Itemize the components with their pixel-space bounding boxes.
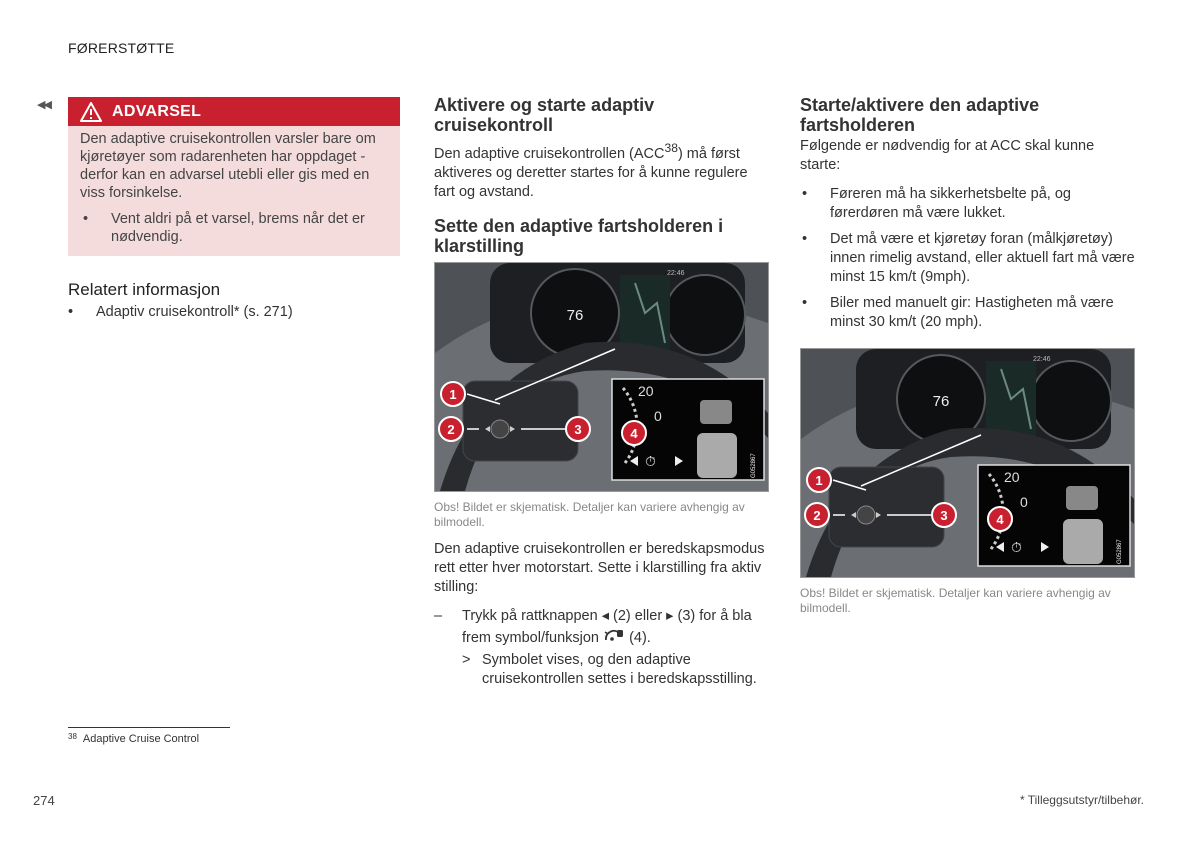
result-marker: >: [462, 651, 471, 668]
step-text: [462, 605, 769, 649]
bullet-icon: •: [83, 211, 89, 227]
speed-readout: 76: [932, 393, 950, 410]
column-3: [800, 95, 1135, 616]
footnote-divider: [68, 727, 230, 728]
warning-label: ADVARSEL: [112, 102, 202, 120]
acc-symbol-icon: ⏱: [645, 453, 656, 470]
intro-text: [434, 139, 769, 202]
bullet-icon: •: [802, 231, 808, 247]
result-item: [462, 651, 769, 689]
section-title: FØRERSTØTTE: [68, 40, 175, 56]
warning-text: Den adaptive cruisekontrollen varsler bare om kjøretøyer som radarenheten har oppdaget - derfor kan en advarsel utebli eller gis med en viss forsinkelse.: [80, 131, 376, 201]
requirement-text: Føreren må ha sikkerhetsbelte på, og førerdøren må være lukket.: [830, 186, 1071, 221]
speed-readout: 76: [566, 306, 584, 324]
step-text-b: (4).: [629, 629, 651, 646]
steering-wheel-illustration: [801, 349, 1134, 577]
footnote-ref[interactable]: 38: [664, 141, 678, 155]
result-text: Symbolet vises, og den adaptive cruisekontrollen settes i beredskapsstilling.: [482, 651, 757, 687]
callout-2-label: 2: [813, 508, 821, 523]
footnote-text: Adaptive Cruise Control: [82, 733, 200, 745]
callout-4-label: 4: [996, 512, 1004, 527]
callout-1-label: 1: [449, 386, 457, 402]
figure-caption: Obs! Bildet er skjematisk. Detaljer kan variere avhengig av bilmodell.: [800, 586, 1111, 615]
callout-1-label: 1: [815, 473, 823, 488]
subheading: Sette den adaptive fartsholderen i klarstilling: [434, 215, 724, 256]
requirement-item: [800, 185, 1135, 223]
figure-caption: Obs! Bildet er skjematisk. Detaljer kan variere avhengig av bilmodell.: [434, 499, 745, 529]
double-chevron-left-icon[interactable]: ◀◀: [37, 99, 50, 111]
warning-bullet: [80, 210, 390, 246]
callout-3-label: 3: [574, 421, 582, 437]
intro-text-a: Den adaptive cruisekontrollen (ACC: [434, 145, 665, 162]
display-value-mid: 0: [654, 407, 662, 424]
clock-readout: 22:46: [1033, 356, 1051, 363]
clock-readout: 22:46: [667, 269, 685, 277]
callout-4-label: 4: [630, 425, 638, 441]
page-number: 274: [33, 793, 55, 808]
requirement-text: Det må være et kjøretøy foran (målkjøretøy) innen rimelig avstand, eller aktuell fart må være minst 15 km/t (9mph).: [830, 231, 1135, 285]
warning-body: [68, 126, 400, 256]
requirement-text: Biler med manuelt gir: Hastigheten må være minst 30 km/t (20 mph).: [830, 295, 1114, 330]
step-item: [434, 605, 769, 649]
display-value-top: 20: [638, 382, 654, 399]
section-heading: Aktivere og starte adaptiv cruisekontroll: [434, 95, 655, 135]
column-2: [434, 95, 769, 689]
acc-symbol-icon: ⏱: [1011, 540, 1022, 556]
requirement-item: [800, 230, 1135, 287]
accessory-note: * Tilleggsutstyr/tilbehør.: [1019, 793, 1144, 807]
intro-text-b: ) må først aktiveres og deretter startes for å kunne regulere fart og avstand.: [434, 145, 748, 200]
steering-wheel-illustration: [435, 263, 768, 491]
warning-triangle-icon: [80, 102, 102, 122]
acc-standby-symbol-icon: [603, 628, 625, 644]
warning-bullet-text: Vent aldri på et varsel, brems når det er nødvendig.: [111, 211, 365, 245]
related-link[interactable]: Adaptiv cruisekontroll* (s. 271): [96, 304, 293, 320]
intro-text: Følgende er nødvendig for at ACC skal kunne starte:: [800, 138, 1095, 173]
requirement-item: [800, 294, 1135, 332]
body-text: Den adaptive cruisekontrollen er beredskapsmodus rett etter hver motorstart. Sette i klarstilling fra aktiv stilling:: [434, 540, 765, 595]
dash-marker: –: [434, 607, 443, 624]
column-1: [68, 97, 400, 320]
figure-code: G052867: [751, 453, 757, 478]
display-value-mid: 0: [1020, 494, 1028, 510]
callout-3-label: 3: [940, 508, 948, 523]
dashboard-figure: [800, 348, 1135, 578]
callout-2-label: 2: [447, 421, 455, 437]
warning-header: [68, 97, 400, 126]
bullet-icon: •: [68, 304, 74, 320]
footnote-number: 38: [68, 732, 77, 741]
display-value-top: 20: [1004, 469, 1020, 485]
section-heading: Starte/aktivere den adaptive fartsholderen: [800, 95, 1040, 135]
footnote: [68, 732, 199, 745]
related-info-item[interactable]: [68, 304, 400, 320]
bullet-icon: •: [802, 186, 808, 202]
figure-code: G052867: [1117, 539, 1123, 564]
dashboard-figure: [434, 262, 769, 492]
related-info-title: Relatert informasjon: [68, 280, 221, 299]
step-text-a: Trykk på rattknappen ◂ (2) eller ▸ (3) for å bla frem symbol/funksjon: [462, 607, 752, 646]
bullet-icon: •: [802, 295, 808, 311]
